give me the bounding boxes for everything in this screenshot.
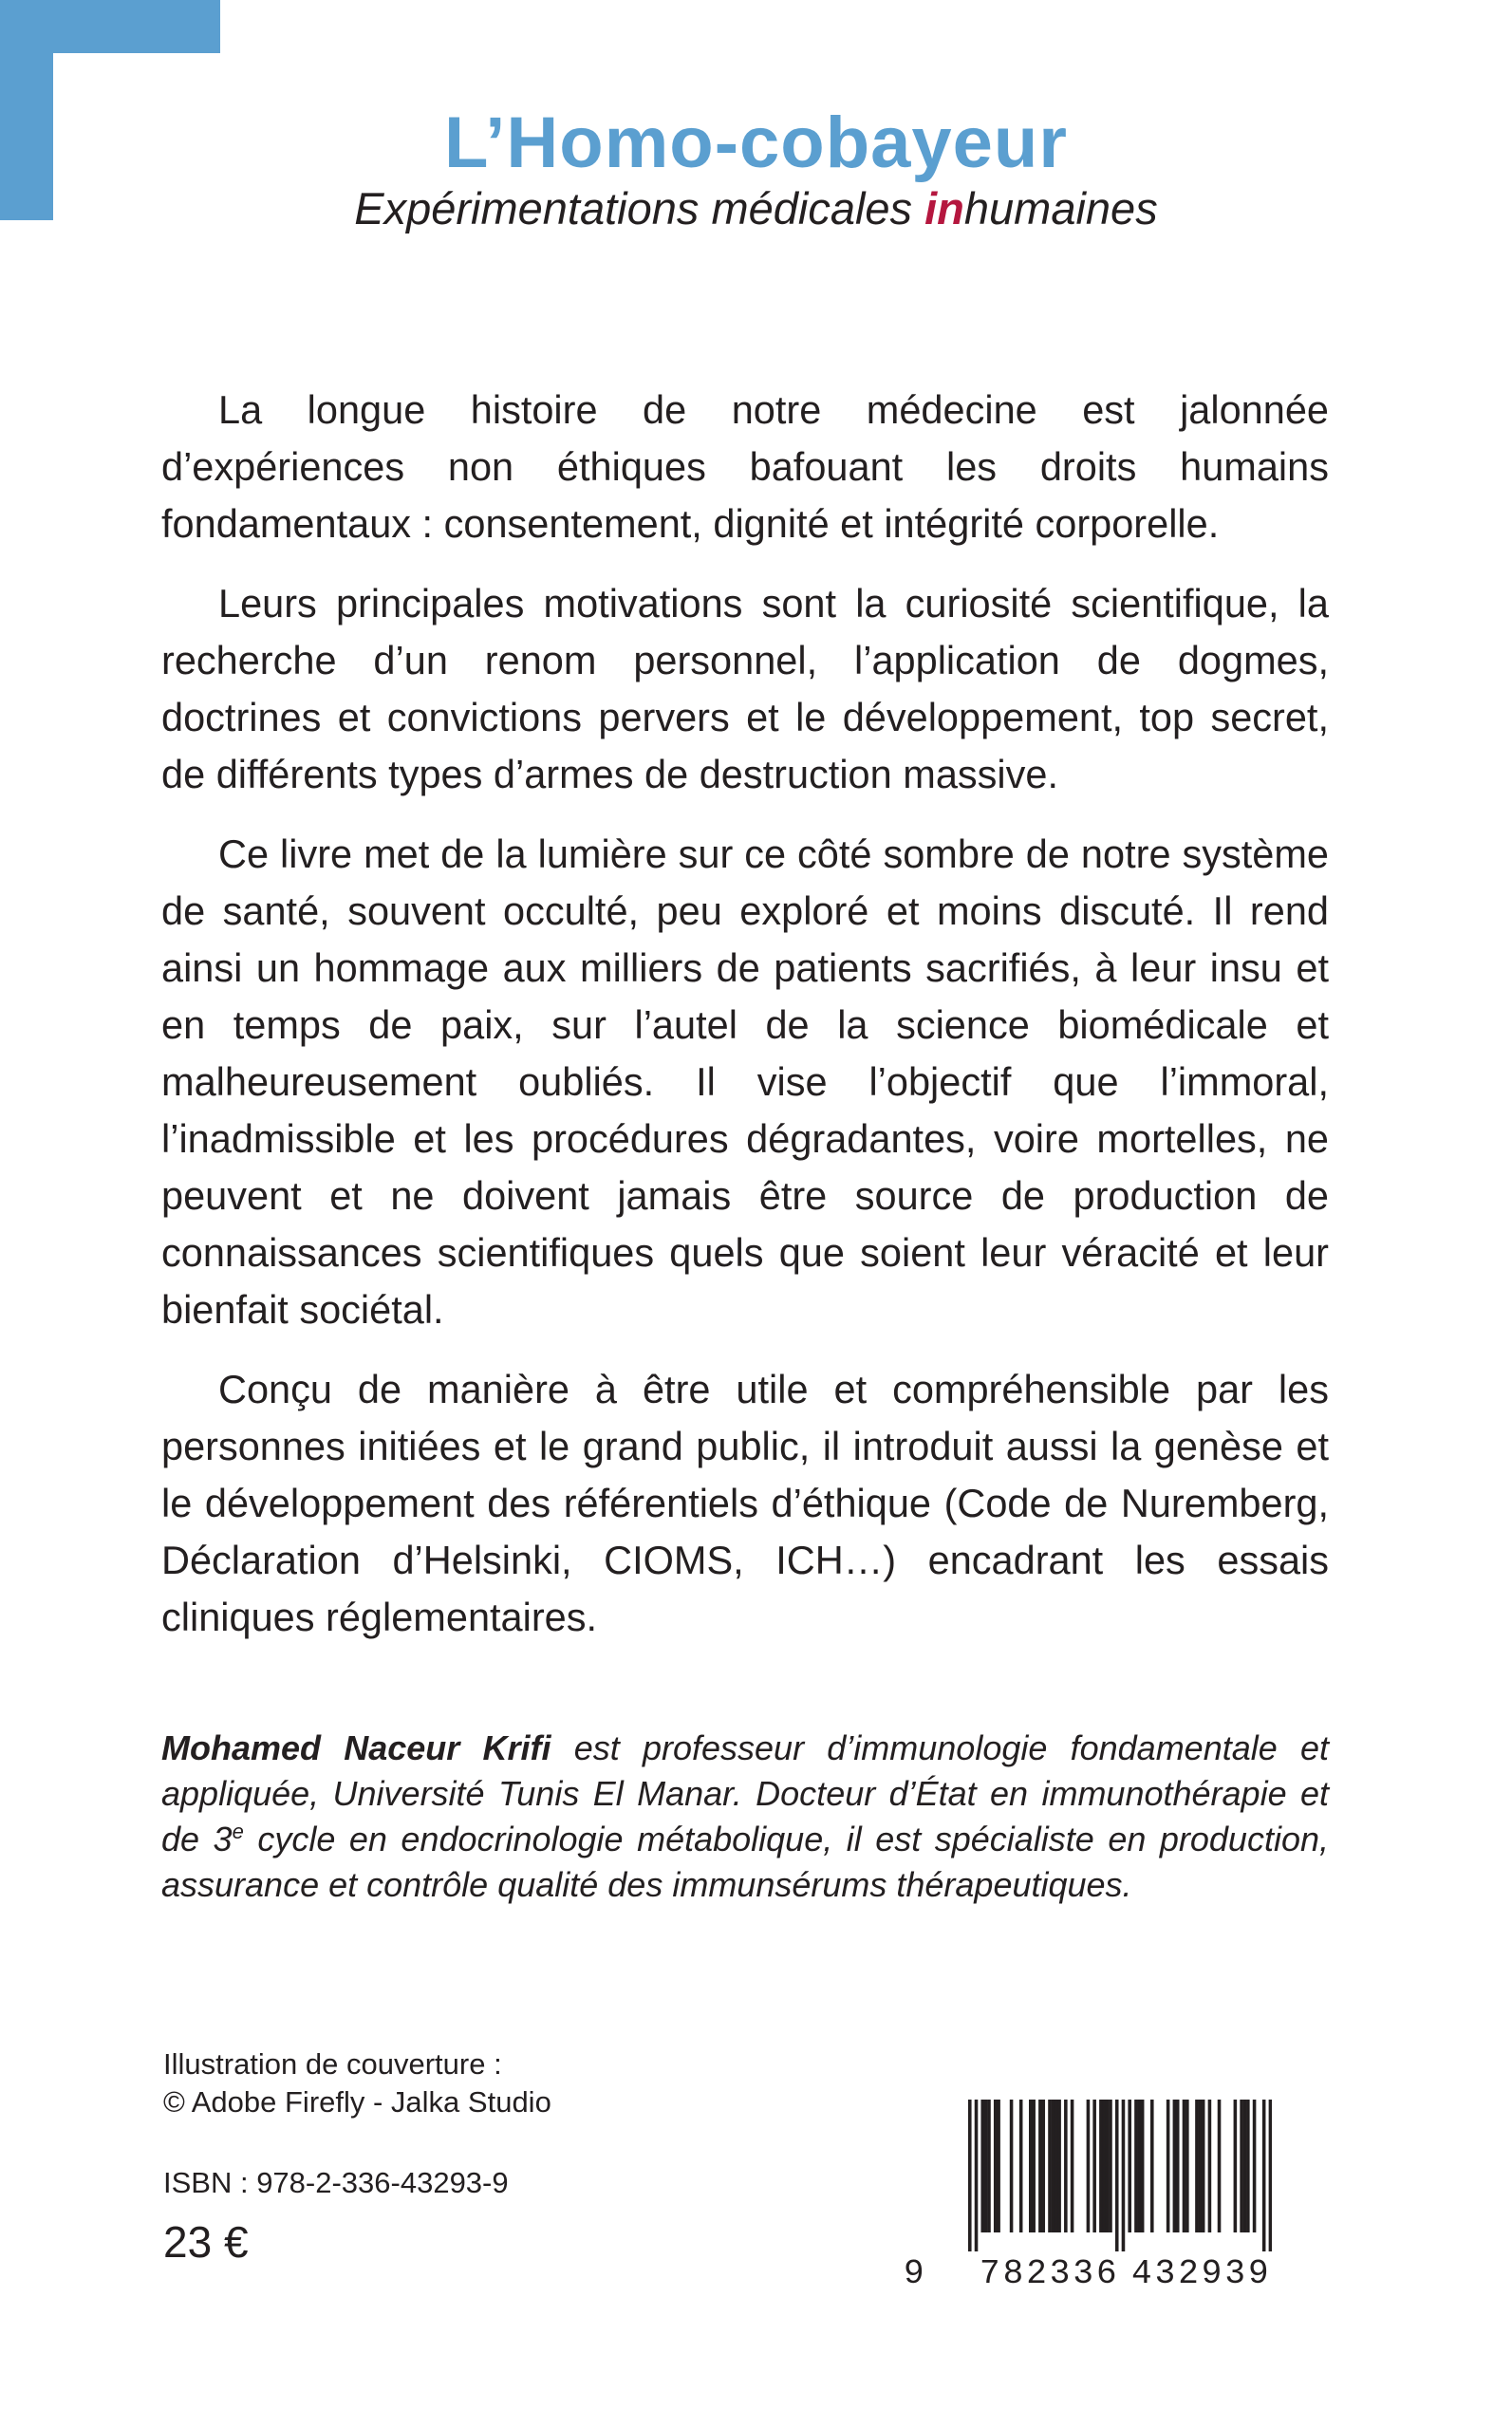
barcode-bar [1048,2100,1052,2232]
book-subtitle [0,180,1512,237]
barcode-bar [1029,2100,1033,2232]
barcode-bar [1195,2100,1199,2232]
barcode-bar [1055,2100,1058,2232]
barcode-right-digits: 432939 [1131,2254,1272,2293]
barcode-bar [1234,2100,1238,2232]
barcode-bar [1176,2100,1180,2232]
barcode-bar [1038,2100,1042,2232]
barcode-bar [1106,2100,1110,2232]
barcode-bar [1141,2100,1145,2232]
barcode-bar [1167,2100,1170,2232]
barcode-bars [968,2100,1272,2251]
barcode-bar [1262,2100,1266,2251]
barcode-bar [1087,2100,1091,2232]
barcode-bar [980,2100,984,2232]
illustration-credit: © Adobe Firefly - Jalka Studio [163,2085,551,2119]
barcode-bar [1134,2100,1138,2232]
barcode [892,2088,1315,2302]
barcode-bar [1071,2100,1074,2232]
bio-text-2: cycle en endocrinologie métabolique, il est spécialiste en production, assurance et contrôle qualité des immunsérums thérapeutiques. [161,1820,1329,1904]
barcode-first-digit: 9 [904,2254,924,2293]
barcode-bar [975,2100,979,2251]
barcode-bar [1115,2100,1119,2251]
barcode-bar [1099,2100,1103,2232]
subtitle-accent: in [924,183,964,233]
blurb-paragraph: Conçu de manière à être utile et compréhensible par les personnes initiées et le grand public, il introduit aussi la genèse et le développement des référentiels d’éthique (Code de Nuremberg, Déclaration d’Helsinki, CIOMS, ICH…) encadrant les essais cliniques réglementaires. [161,1367,1329,1639]
blurb-paragraph: Ce livre met de la lumière sur ce côté sombre de notre système de santé, souvent occulté, peu exploré et moins discuté. Il rend ainsi un hommage aux milliers de patients sacrifiés, à leur insu et en temps de paix, sur l’autel de la science biomédicale et malheureusement oubliés. Il vise l’objectif que l’immoral, l’inadmissible et les procédures dégradantes, voire mortelles, ne peuvent et ne doivent jamais être source de production de connaissances scientifiques quels que soient leur véracité et leur bienfait sociétal. [161,831,1329,1332]
barcode-bar [968,2100,972,2251]
cover-credits [163,2045,551,2121]
barcode-bar [994,2100,998,2232]
barcode-bar [1269,2100,1272,2251]
barcode-bar [1253,2100,1257,2232]
blurb [161,382,1329,1669]
barcode-bar [1122,2100,1126,2251]
bio-superscript: e [232,1820,244,1843]
barcode-bar [1183,2100,1186,2232]
barcode-bar [1109,2100,1112,2232]
barcode-bar [1052,2100,1055,2232]
barcode-bar [1246,2100,1250,2232]
barcode-bar [1243,2100,1247,2232]
barcode-left-digits: 782336 [980,2254,1120,2293]
barcode-bar [1199,2100,1203,2232]
bio-text-1: est professeur d’immunologie fondamentale et appliquée, Université Tunis El Manar. Docteur d’État en immunothérapie et de 3 [161,1728,1329,1858]
barcode-bar [1240,2100,1243,2232]
author-name: Mohamed Naceur Krifi [161,1728,551,1767]
corner-accent-horizontal [0,0,220,53]
barcode-bar [1032,2100,1036,2232]
barcode-bar [1057,2100,1061,2232]
barcode-bar [1128,2100,1131,2232]
barcode-bar [987,2100,991,2232]
barcode-bar [1102,2100,1106,2232]
price: 23 € [163,2217,249,2267]
barcode-bar [1218,2100,1222,2232]
blurb-paragraph: La longue histoire de notre médecine est jalonnée d’expériences non éthiques bafouant les droits humains fondamentaux : consentement, dignité et intégrité corporelle. [161,387,1329,546]
barcode-bar [1064,2100,1068,2232]
barcode-bar [984,2100,988,2232]
subtitle-suffix: humaines [963,183,1158,233]
book-title: L’Homo-cobayeur [444,103,1068,183]
barcode-bar [1092,2100,1096,2232]
subtitle-prefix: Expérimentations médicales [354,183,925,233]
barcode-bar [1202,2100,1205,2232]
illustration-label: Illustration de couverture : [163,2047,502,2081]
barcode-bar [1010,2100,1014,2232]
barcode-bar [1185,2100,1189,2232]
barcode-bar [1019,2100,1023,2232]
isbn: ISBN : 978-2-336-43293-9 [163,2166,509,2199]
barcode-bar [1150,2100,1154,2232]
barcode-bar [1173,2100,1177,2232]
barcode-bar [997,2100,1000,2232]
barcode-bar [1041,2100,1045,2232]
author-bio [161,1726,1329,1908]
barcode-bar [1208,2100,1212,2232]
barcode-bar [1138,2100,1142,2232]
blurb-paragraph: Leurs principales motivations sont la curiosité scientifique, la recherche d’un renom personnel, l’application de dogmes, doctrines et convictions pervers et le développement, top secret, de différents types d’armes de destruction massive. [161,581,1329,796]
